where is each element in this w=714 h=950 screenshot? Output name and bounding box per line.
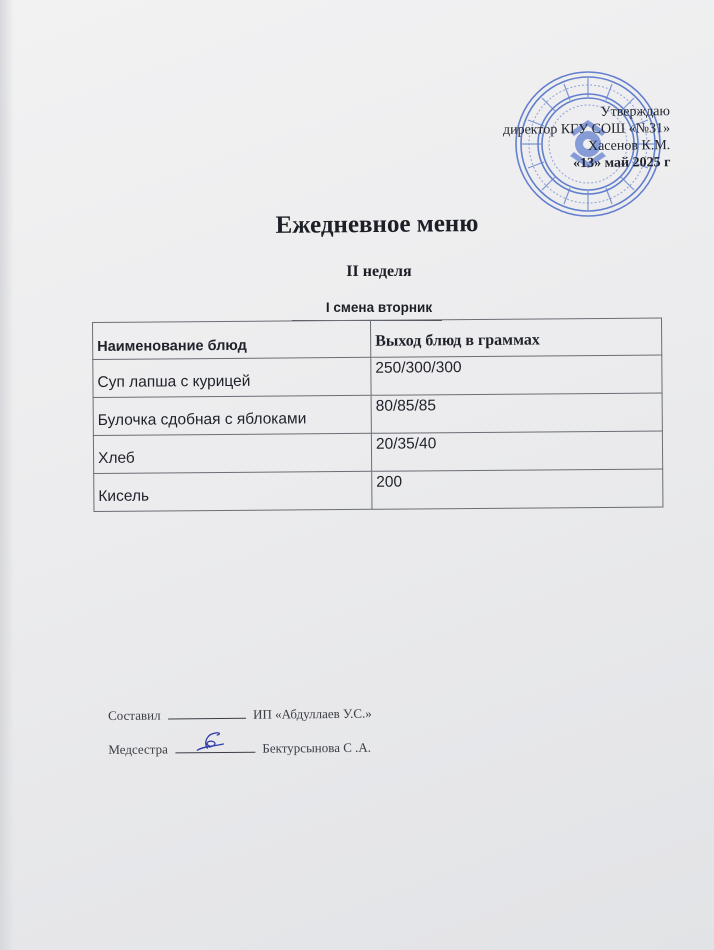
table-cell-dish: Кисель xyxy=(94,471,372,511)
signature-row-nurse xyxy=(108,740,372,762)
table-header-row xyxy=(93,318,662,359)
approval-block xyxy=(502,103,670,173)
approval-date: «13» май 2025 г xyxy=(572,155,671,172)
page-title: Ежедневное меню xyxy=(275,210,479,239)
table-cell-dish: Булочка сдобная с яблоками xyxy=(93,395,371,435)
handwritten-signature-icon xyxy=(193,730,227,754)
table-row xyxy=(93,431,662,473)
shift-label: I смена вторник xyxy=(325,300,433,315)
table-cell-portion: 250/300/300 xyxy=(371,355,662,395)
approval-line-3: Хасенов К.М. xyxy=(587,138,671,154)
page-edge-shadow xyxy=(0,0,14,950)
menu-table xyxy=(92,318,664,534)
compiled-label: Составил xyxy=(108,707,161,723)
approval-line-1: Утверждаю xyxy=(600,104,670,120)
table-cell-portion: 200 xyxy=(372,469,663,509)
signature-row-compiled xyxy=(108,706,372,728)
nurse-name: Бектурсынова С .А. xyxy=(262,739,372,756)
week-label: II неделя xyxy=(346,263,412,280)
table-cell-dish: Суп лапша с курицей xyxy=(93,357,371,397)
table-header-dish: Наименование блюд xyxy=(93,320,371,359)
table-row xyxy=(93,393,662,435)
compiled-signature-line xyxy=(168,708,246,720)
table-cell-portion: 20/35/40 xyxy=(371,431,662,471)
approval-line-2: директор КГУ СОШ «№31» xyxy=(502,121,670,138)
compiled-name: ИП «Абдуллаев У.С.» xyxy=(252,705,372,722)
nurse-signature-line xyxy=(175,742,255,754)
table-row xyxy=(93,355,662,397)
table-header-portion: Выход блюд в граммах xyxy=(370,318,661,357)
table-row xyxy=(94,469,663,511)
table-cell-portion: 80/85/85 xyxy=(371,393,662,433)
nurse-label: Медсестра xyxy=(108,741,168,757)
signatures-block xyxy=(108,706,372,762)
table-cell-dish: Хлеб xyxy=(93,433,371,473)
menu-table-grid xyxy=(92,318,663,512)
